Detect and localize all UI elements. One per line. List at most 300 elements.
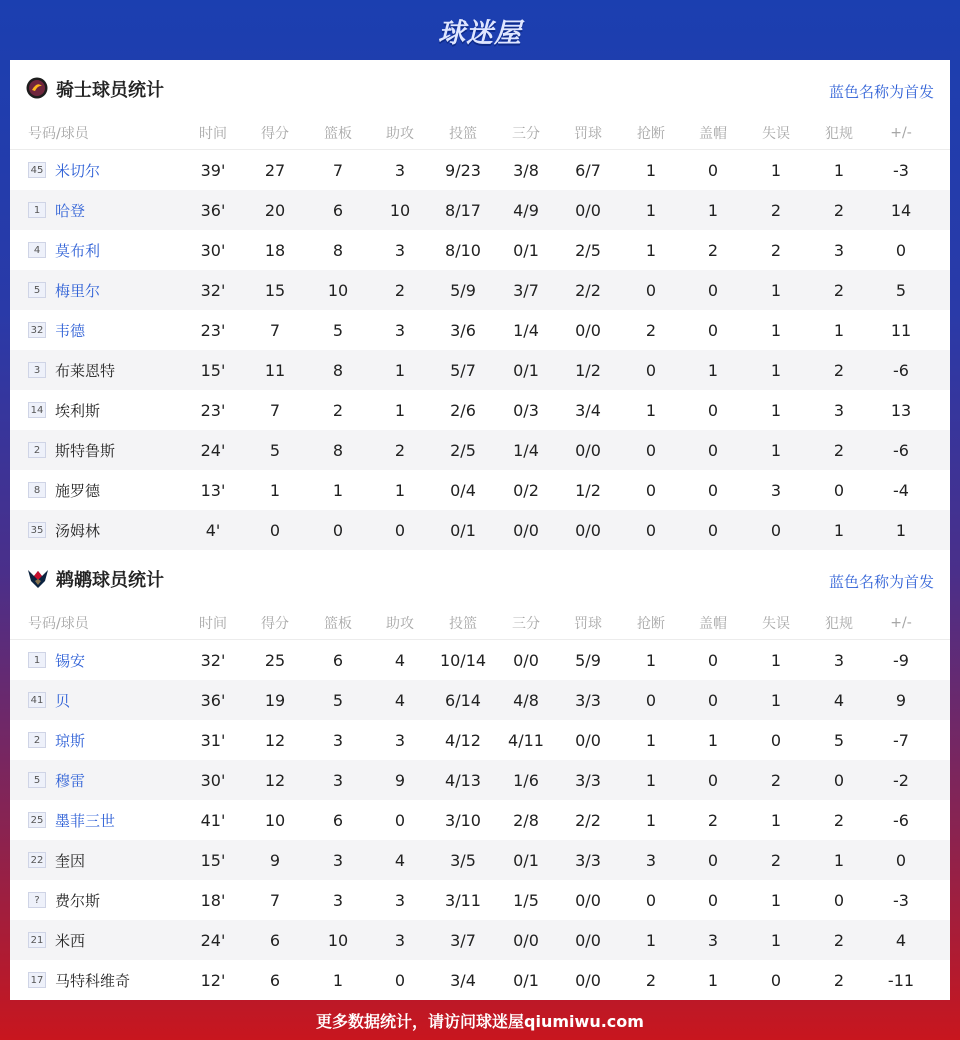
player-cell xyxy=(10,720,190,760)
stat-cell: 3/3 xyxy=(575,690,601,710)
player-name[interactable]: 费尔斯 xyxy=(55,891,101,910)
player-name[interactable]: 墨菲三世 xyxy=(55,811,116,830)
stat-cell: 5/9 xyxy=(575,650,601,670)
stat-cell: 1 xyxy=(833,320,845,340)
column-header-stat: 失误 xyxy=(762,615,790,632)
stat-cell: 0/1 xyxy=(513,360,539,380)
stat-cell: 1 xyxy=(770,650,782,670)
stat-cell: 4 xyxy=(394,850,406,870)
stat-cell: 27 xyxy=(264,160,286,180)
stat-cell: 0/0 xyxy=(575,970,601,990)
stat-cell: 1 xyxy=(645,650,657,670)
stat-cell: 0/0 xyxy=(575,320,601,340)
player-row[interactable] xyxy=(10,350,950,390)
jersey-number-badge: 2 xyxy=(28,442,46,458)
player-name[interactable]: 锡安 xyxy=(55,651,86,670)
stat-cell: 1 xyxy=(645,400,657,420)
jersey-number-badge: 1 xyxy=(28,652,46,668)
stat-cell: -9 xyxy=(893,650,909,670)
stat-cell: 4/8 xyxy=(513,690,539,710)
player-cell xyxy=(10,390,190,430)
stat-cell: 9 xyxy=(394,770,406,790)
stat-cell: 8 xyxy=(332,440,344,460)
stat-cell: 18 xyxy=(264,240,286,260)
stat-cell: 1 xyxy=(770,400,782,420)
stat-cell: 1 xyxy=(394,360,406,380)
stat-cell: 2/5 xyxy=(575,240,601,260)
stat-cell: 0 xyxy=(770,730,782,750)
stat-cell: 20 xyxy=(264,200,286,220)
stat-cell: 4 xyxy=(394,650,406,670)
stat-cell: 12' xyxy=(200,970,226,990)
stat-cell: 3/3 xyxy=(575,850,601,870)
stat-cell: 6 xyxy=(332,810,344,830)
stat-cell: 0/1 xyxy=(513,850,539,870)
stat-cell: 0 xyxy=(707,160,719,180)
stat-cell: 5 xyxy=(332,320,344,340)
stat-cell: 0 xyxy=(707,400,719,420)
stat-cell: 1 xyxy=(770,160,782,180)
stat-cell: 0/0 xyxy=(513,930,539,950)
player-cell xyxy=(10,680,190,720)
stat-cell: 3/5 xyxy=(450,850,476,870)
stat-cell: 7 xyxy=(269,320,281,340)
player-row[interactable] xyxy=(10,920,950,960)
stat-cell: 0 xyxy=(645,890,657,910)
stat-cell: 2 xyxy=(833,280,845,300)
column-header-player: 号码/球员 xyxy=(28,125,89,142)
stat-cell: 1 xyxy=(645,240,657,260)
stat-cell: 3 xyxy=(645,850,657,870)
jersey-number-badge: 22 xyxy=(28,852,46,868)
team-title: 骑士球员统计 xyxy=(56,80,164,101)
stat-cell: 1/2 xyxy=(575,480,601,500)
player-cell xyxy=(10,350,190,390)
player-row[interactable] xyxy=(10,430,950,470)
jersey-number-badge: 41 xyxy=(28,692,46,708)
stat-cell: 1 xyxy=(394,480,406,500)
player-name[interactable]: 米西 xyxy=(55,931,86,950)
player-row[interactable] xyxy=(10,390,950,430)
stat-cell: 0/1 xyxy=(513,240,539,260)
stat-cell: 11 xyxy=(890,320,912,340)
stat-cell: -6 xyxy=(893,810,909,830)
stat-cell: 3 xyxy=(833,400,845,420)
stat-cell: 2 xyxy=(833,360,845,380)
stat-cell: 4/12 xyxy=(445,730,481,750)
stat-cell: 2 xyxy=(645,970,657,990)
jersey-number-badge: 17 xyxy=(28,972,46,988)
stat-cell: 3 xyxy=(394,930,406,950)
column-header-stat: +/- xyxy=(890,124,912,141)
player-row[interactable] xyxy=(10,510,950,550)
stat-cell: 41' xyxy=(200,810,226,830)
cavaliers-logo-icon xyxy=(26,77,48,99)
stat-cell: 36' xyxy=(200,690,226,710)
column-header-stat: 盖帽 xyxy=(699,125,727,142)
stat-cell: 7 xyxy=(269,400,281,420)
stat-cell: 8 xyxy=(332,360,344,380)
player-name[interactable]: 汤姆林 xyxy=(55,521,101,540)
stat-cell: 0 xyxy=(770,970,782,990)
stat-cell: 5 xyxy=(332,690,344,710)
column-header-stat: 投篮 xyxy=(449,125,477,142)
player-row[interactable] xyxy=(10,960,950,1000)
stat-cell: 1 xyxy=(394,400,406,420)
stat-cell: 3 xyxy=(332,730,344,750)
stat-cell: 24' xyxy=(200,440,226,460)
stat-cell: 3 xyxy=(394,890,406,910)
stat-cell: 1 xyxy=(332,970,344,990)
stat-cell: 2 xyxy=(833,810,845,830)
stat-cell: 1 xyxy=(645,810,657,830)
stat-cell: 0/4 xyxy=(450,480,476,500)
player-row[interactable] xyxy=(10,840,950,880)
stat-cell: 1 xyxy=(770,440,782,460)
stat-cell: 4/13 xyxy=(445,770,481,790)
stat-cell: 5 xyxy=(895,280,907,300)
pelicans-logo-icon xyxy=(26,567,48,589)
player-row[interactable] xyxy=(10,760,950,800)
stat-cell: 1 xyxy=(770,810,782,830)
stat-cell: 4/9 xyxy=(513,200,539,220)
column-header-stat: 时间 xyxy=(199,125,227,142)
column-header-stat: 得分 xyxy=(261,615,289,632)
stat-cell: 1 xyxy=(707,730,719,750)
column-header-stat: 时间 xyxy=(199,615,227,632)
player-row[interactable] xyxy=(10,270,950,310)
stat-cell: 0 xyxy=(645,360,657,380)
stat-cell: 1 xyxy=(645,160,657,180)
stat-cell: 0 xyxy=(707,850,719,870)
stat-cell: 6 xyxy=(269,970,281,990)
stat-cell: 5 xyxy=(833,730,845,750)
stat-cell: 3 xyxy=(332,770,344,790)
stat-cell: 1/6 xyxy=(513,770,539,790)
stat-cell: -4 xyxy=(893,480,909,500)
stat-cell: 5/7 xyxy=(450,360,476,380)
stat-cell: 0 xyxy=(707,320,719,340)
stat-cell: 1 xyxy=(332,480,344,500)
stat-cell: 0 xyxy=(707,650,719,670)
player-row[interactable] xyxy=(10,310,950,350)
stat-cell: 0 xyxy=(645,690,657,710)
stat-cell: 8/10 xyxy=(445,240,481,260)
stat-cell: 4 xyxy=(394,690,406,710)
stat-cell: 36' xyxy=(200,200,226,220)
stat-cell: 1/2 xyxy=(575,360,601,380)
stat-cell: 0/0 xyxy=(575,930,601,950)
stat-cell: 25 xyxy=(264,650,286,670)
stat-cell: 10/14 xyxy=(439,650,487,670)
player-row[interactable] xyxy=(10,230,950,270)
stat-cell: 0 xyxy=(332,520,344,540)
stat-cell: 32' xyxy=(200,650,226,670)
player-row[interactable] xyxy=(10,880,950,920)
stat-cell: 0/2 xyxy=(513,480,539,500)
player-cell xyxy=(10,800,190,840)
column-header-stat: 罚球 xyxy=(574,615,602,632)
stat-cell: 19 xyxy=(264,690,286,710)
stat-cell: 0/1 xyxy=(513,970,539,990)
player-row[interactable] xyxy=(10,640,950,680)
stat-cell: 4/11 xyxy=(508,730,544,750)
stat-cell: 2/2 xyxy=(575,810,601,830)
column-header-stat: 三分 xyxy=(512,125,540,142)
stat-cell: 0/1 xyxy=(450,520,476,540)
stat-cell: 0 xyxy=(707,520,719,540)
stat-cell: 2 xyxy=(770,200,782,220)
player-name[interactable]: 哈登 xyxy=(55,201,86,220)
column-header-stat: 犯规 xyxy=(825,125,853,142)
stat-cell: 0 xyxy=(645,520,657,540)
stat-cell: 0 xyxy=(645,480,657,500)
stat-cell: 0 xyxy=(707,770,719,790)
player-name[interactable]: 穆雷 xyxy=(55,771,86,790)
stat-cell: 0 xyxy=(707,690,719,710)
jersey-number-badge: 32 xyxy=(28,322,46,338)
team-title: 鹈鹕球员统计 xyxy=(56,570,164,591)
jersey-number-badge: 4 xyxy=(28,242,46,258)
stat-cell: 1 xyxy=(645,770,657,790)
player-cell xyxy=(10,880,190,920)
stat-cell: 3/11 xyxy=(445,890,481,910)
stat-cell: 30' xyxy=(200,240,226,260)
stat-cell: -6 xyxy=(893,360,909,380)
stat-cell: 0/0 xyxy=(575,730,601,750)
stat-cell: 3/7 xyxy=(513,280,539,300)
stat-cell: 4' xyxy=(205,520,221,540)
player-cell xyxy=(10,150,190,190)
stat-cell: 3/6 xyxy=(450,320,476,340)
player-name[interactable]: 米切尔 xyxy=(55,161,101,180)
player-name[interactable]: 奎因 xyxy=(55,851,86,870)
column-header-stat: 得分 xyxy=(261,125,289,142)
stat-cell: -2 xyxy=(893,770,909,790)
stat-cell: 1 xyxy=(770,690,782,710)
stat-cell: 3/3 xyxy=(575,770,601,790)
stat-cell: 15 xyxy=(264,280,286,300)
player-cell xyxy=(10,760,190,800)
stat-cell: 2 xyxy=(770,240,782,260)
player-name[interactable]: 施罗德 xyxy=(55,481,101,500)
jersey-number-badge: 2 xyxy=(28,732,46,748)
stat-cell: 0 xyxy=(707,440,719,460)
player-row[interactable] xyxy=(10,720,950,760)
stat-cell: 6/14 xyxy=(445,690,481,710)
site-header xyxy=(0,0,960,60)
stat-cell: 0/0 xyxy=(575,200,601,220)
player-cell xyxy=(10,270,190,310)
site-logo[interactable]: 球迷屋 xyxy=(438,17,522,49)
stat-cell: 1 xyxy=(707,200,719,220)
stat-cell: 10 xyxy=(327,280,349,300)
player-cell xyxy=(10,310,190,350)
stat-cell: 0 xyxy=(895,240,907,260)
player-name[interactable]: 梅里尔 xyxy=(55,281,101,300)
stat-cell: 23' xyxy=(200,400,226,420)
column-header-row xyxy=(10,606,950,640)
player-name[interactable]: 布莱恩特 xyxy=(55,361,116,380)
stat-cell: 1 xyxy=(770,280,782,300)
stat-cell: 32' xyxy=(200,280,226,300)
stat-cell: 2/2 xyxy=(575,280,601,300)
stats-panel xyxy=(10,60,950,1000)
stat-cell: 1/5 xyxy=(513,890,539,910)
stat-cell: 0 xyxy=(707,480,719,500)
stat-cell: 1 xyxy=(770,360,782,380)
footer-banner[interactable] xyxy=(0,1000,960,1040)
player-cell xyxy=(10,960,190,1000)
stat-cell: 3 xyxy=(833,650,845,670)
stat-cell: 15' xyxy=(200,850,226,870)
stat-cell: 2 xyxy=(833,440,845,460)
column-header-stat: 篮板 xyxy=(324,125,352,142)
jersey-number-badge: 14 xyxy=(28,402,46,418)
stat-cell: 3 xyxy=(332,890,344,910)
stat-cell: 9/23 xyxy=(445,160,481,180)
stat-cell: 3 xyxy=(394,320,406,340)
stat-cell: 3/8 xyxy=(513,160,539,180)
stat-cell: 7 xyxy=(269,890,281,910)
player-name[interactable]: 韦德 xyxy=(55,321,86,340)
stat-cell: 0/0 xyxy=(575,890,601,910)
stat-cell: -11 xyxy=(887,970,915,990)
stat-cell: 12 xyxy=(264,770,286,790)
jersey-number-badge: 21 xyxy=(28,932,46,948)
stat-cell: 2 xyxy=(394,280,406,300)
stat-cell: 1/4 xyxy=(513,320,539,340)
player-cell xyxy=(10,230,190,270)
stat-cell: 8/17 xyxy=(445,200,481,220)
stat-cell: 0 xyxy=(833,480,845,500)
stat-cell: 2 xyxy=(770,770,782,790)
stat-cell: 3/7 xyxy=(450,930,476,950)
stat-cell: 13 xyxy=(890,400,912,420)
stat-cell: 2 xyxy=(332,400,344,420)
stat-cell: 3 xyxy=(707,930,719,950)
jersey-number-badge: 3 xyxy=(28,362,46,378)
jersey-number-badge: 1 xyxy=(28,202,46,218)
stat-cell: -3 xyxy=(893,160,909,180)
column-header-row xyxy=(10,116,950,150)
column-header-stat: 抢断 xyxy=(637,125,665,142)
stat-cell: 0 xyxy=(833,890,845,910)
stat-cell: 0/0 xyxy=(513,520,539,540)
jersey-number-badge: 35 xyxy=(28,522,46,538)
stat-cell: 8 xyxy=(332,240,344,260)
player-cell xyxy=(10,510,190,550)
stat-cell: 2 xyxy=(707,240,719,260)
column-header-stat: 助攻 xyxy=(386,125,414,142)
stat-cell: 2/6 xyxy=(450,400,476,420)
stat-cell: 1 xyxy=(770,320,782,340)
stat-cell: -6 xyxy=(893,440,909,460)
player-row[interactable] xyxy=(10,800,950,840)
stat-cell: 3/4 xyxy=(450,970,476,990)
stat-cell: 0 xyxy=(645,440,657,460)
stat-cell: 9 xyxy=(269,850,281,870)
stat-cell: -3 xyxy=(893,890,909,910)
player-row[interactable] xyxy=(10,470,950,510)
column-header-player: 号码/球员 xyxy=(28,615,89,632)
stat-cell: 0/0 xyxy=(513,650,539,670)
stat-cell: 1 xyxy=(770,890,782,910)
stat-cell: 0 xyxy=(833,770,845,790)
player-row[interactable] xyxy=(10,150,950,190)
column-header-stat: 犯规 xyxy=(825,615,853,632)
stat-cell: 0 xyxy=(707,890,719,910)
stat-cell: 1 xyxy=(833,160,845,180)
stat-cell: 3 xyxy=(770,480,782,500)
stat-cell: 2 xyxy=(707,810,719,830)
stat-cell: 11 xyxy=(264,360,286,380)
stat-cell: 1 xyxy=(770,930,782,950)
stat-cell: 7 xyxy=(332,160,344,180)
column-header-stat: 助攻 xyxy=(386,615,414,632)
stat-cell: 2/8 xyxy=(513,810,539,830)
column-header-stat: 抢断 xyxy=(637,615,665,632)
stat-cell: 5 xyxy=(269,440,281,460)
stat-cell: 14 xyxy=(890,200,912,220)
player-name[interactable]: 琼斯 xyxy=(55,731,86,750)
stat-cell: 1 xyxy=(645,200,657,220)
stat-cell: 0/0 xyxy=(575,440,601,460)
player-cell xyxy=(10,840,190,880)
jersey-number-badge: 5 xyxy=(28,282,46,298)
stat-cell: 3 xyxy=(833,240,845,260)
column-header-stat: 罚球 xyxy=(574,125,602,142)
team-section-header xyxy=(10,550,950,606)
team-section-header xyxy=(10,60,950,116)
player-row[interactable] xyxy=(10,680,950,720)
column-header-stat: 三分 xyxy=(512,615,540,632)
jersey-number-badge: ? xyxy=(28,892,46,908)
stat-cell: 3 xyxy=(332,850,344,870)
stat-cell: 1/4 xyxy=(513,440,539,460)
column-header-stat: 投篮 xyxy=(449,615,477,632)
stat-cell: 2 xyxy=(394,440,406,460)
stat-cell: 1 xyxy=(707,970,719,990)
player-name[interactable]: 贝 xyxy=(55,691,71,710)
stat-cell: 30' xyxy=(200,770,226,790)
stat-cell: 1 xyxy=(895,520,907,540)
stat-cell: 6 xyxy=(332,650,344,670)
player-name[interactable]: 马特科维奇 xyxy=(55,971,131,990)
stat-cell: 2 xyxy=(833,200,845,220)
player-name[interactable]: 莫布利 xyxy=(55,241,101,260)
stat-cell: 6 xyxy=(269,930,281,950)
player-name[interactable]: 埃利斯 xyxy=(55,401,101,420)
player-row[interactable] xyxy=(10,190,950,230)
stat-cell: 1 xyxy=(833,850,845,870)
stat-cell: 5/9 xyxy=(450,280,476,300)
stat-cell: 12 xyxy=(264,730,286,750)
stat-cell: 0 xyxy=(645,280,657,300)
player-cell xyxy=(10,190,190,230)
stat-cell: 0/3 xyxy=(513,400,539,420)
stat-cell: 0 xyxy=(895,850,907,870)
player-cell xyxy=(10,640,190,680)
stat-cell: 1 xyxy=(645,730,657,750)
player-name[interactable]: 斯特鲁斯 xyxy=(55,441,116,460)
stat-cell: 0 xyxy=(394,810,406,830)
stat-cell: 6/7 xyxy=(575,160,601,180)
column-header-stat: 盖帽 xyxy=(699,615,727,632)
stat-cell: 0 xyxy=(269,520,281,540)
starter-note: 蓝色名称为首发 xyxy=(828,83,934,101)
jersey-number-badge: 25 xyxy=(28,812,46,828)
